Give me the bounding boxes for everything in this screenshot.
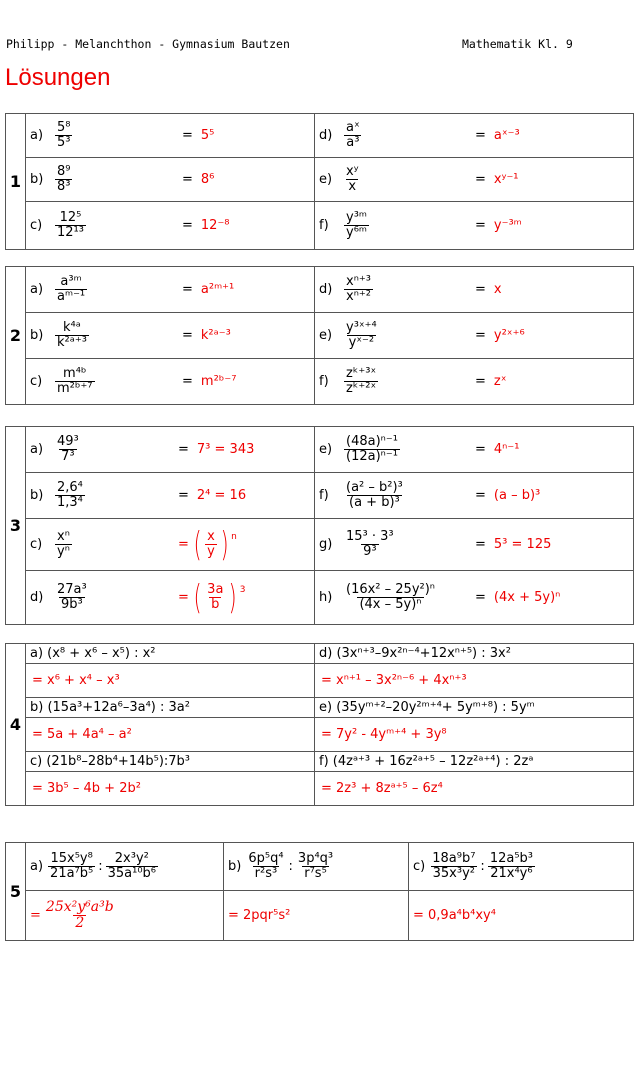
- denominator: zᵏ⁺²ˣ: [346, 381, 377, 396]
- result-cell: [409, 891, 634, 941]
- task-cell: [26, 267, 315, 313]
- result-exponent: n: [231, 531, 237, 542]
- left-paren: (: [193, 524, 202, 565]
- task-label: e): [319, 328, 333, 343]
- denominator: yˣ⁻²: [348, 335, 375, 350]
- exercise-row: [6, 718, 634, 752]
- task-label: c): [413, 859, 426, 874]
- right-paren: ): [229, 577, 238, 618]
- task-fraction: [488, 852, 535, 880]
- denominator: 2: [75, 915, 85, 931]
- equals-sign: =: [475, 328, 486, 343]
- task-cell: d) (3xⁿ⁺³–9x²ⁿ⁻⁴+12xⁿ⁺⁵) : 3x²: [315, 644, 634, 664]
- ex1-table: [5, 113, 634, 250]
- task-cell: [315, 359, 634, 405]
- numerator: 27a³: [57, 582, 87, 598]
- task-fraction: [344, 275, 373, 303]
- task-cell: [26, 158, 315, 202]
- numerator: 5⁸: [57, 120, 71, 136]
- task-label: e): [319, 442, 333, 457]
- denominator: y⁶ᵐ: [346, 225, 368, 240]
- exercise-number: 5: [6, 843, 26, 941]
- denominator: r⁷s⁵: [304, 866, 327, 881]
- numerator: 12a⁵b³: [489, 851, 533, 867]
- equals-sign: =: [475, 282, 486, 297]
- task-cell: e) (35yᵐ⁺²–20y²ᵐ⁺⁴+ 5yᵐ⁺⁸) : 5yᵐ: [315, 698, 634, 718]
- exercise-row: [6, 891, 634, 941]
- task-cell: [315, 571, 634, 625]
- exercise-row: [6, 473, 634, 519]
- task-fraction: [344, 583, 437, 611]
- result: (a – b)³: [493, 488, 541, 503]
- task-cell: [315, 473, 634, 519]
- equals-sign: =: [178, 442, 189, 457]
- denominator: a³: [346, 135, 360, 150]
- ex2-table: [5, 266, 634, 405]
- denominator: k²ᵃ⁺³: [57, 335, 87, 350]
- equals-sign: =: [182, 374, 193, 389]
- equals-sign: =: [475, 537, 486, 552]
- task-cell: [315, 313, 634, 359]
- numerator: 2x³y²: [114, 851, 149, 867]
- result-cell: [224, 891, 409, 941]
- result: zˣ: [493, 374, 507, 389]
- result-cell: = 7y² - 4yᵐ⁺⁴ + 3y⁸: [315, 718, 634, 752]
- task-fraction: [246, 852, 285, 880]
- task-cell: [26, 359, 315, 405]
- task-label: a): [30, 442, 44, 457]
- task-cell: [26, 519, 315, 571]
- result: = 2pqr⁵s²: [228, 908, 291, 923]
- equals-sign: =: [475, 374, 486, 389]
- result: 4ⁿ⁻¹: [493, 442, 520, 457]
- denominator: 35x³y²: [432, 866, 475, 881]
- left-paren: (: [193, 577, 202, 618]
- denominator: 12¹³: [57, 225, 84, 240]
- result-exponent: 3: [239, 584, 246, 595]
- task-label: h): [319, 590, 333, 605]
- task-cell: [26, 843, 224, 891]
- task-label: g): [319, 537, 333, 552]
- numerator: zᵏ⁺³ˣ: [346, 366, 377, 382]
- task-fraction: [344, 121, 362, 149]
- exercise-number: 2: [6, 267, 26, 405]
- result-cell: = 2z³ + 8zᵃ⁺⁵ – 6z⁴: [315, 772, 634, 806]
- result: 8⁶: [200, 172, 215, 187]
- numerator: m⁴ᵇ: [63, 366, 87, 382]
- task-label: b): [30, 488, 44, 503]
- result-cell: = 5a + 4a⁴ – a²: [26, 718, 315, 752]
- task-cell: [315, 202, 634, 250]
- task-cell: [315, 427, 634, 473]
- task-cell: [315, 158, 634, 202]
- task-fraction: [55, 321, 89, 349]
- division-sign: :: [98, 859, 103, 874]
- numerator: 49³: [57, 434, 79, 450]
- task-cell: [224, 843, 409, 891]
- task-fraction: [55, 121, 72, 149]
- numerator: 12⁵: [59, 210, 82, 226]
- result-fraction: [205, 530, 217, 558]
- result-cell: = x⁶ + x⁴ – x³: [26, 664, 315, 698]
- task-fraction: [55, 211, 86, 239]
- result: a²ᵐ⁺¹: [200, 282, 235, 297]
- numerator: y³ᵐ: [346, 210, 368, 226]
- numerator: k⁴ᵃ: [63, 320, 81, 336]
- exercise-row: [6, 313, 634, 359]
- exercise-number: 1: [6, 114, 26, 250]
- numerator: a³ᵐ: [60, 274, 82, 290]
- exercise-row: [6, 571, 634, 625]
- equals-sign: =: [182, 328, 193, 343]
- task-fraction: [430, 852, 477, 880]
- denominator: m²ᵇ⁺⁷: [57, 381, 93, 396]
- exercise-row: [6, 158, 634, 202]
- task-cell: [26, 473, 315, 519]
- result: 5³ = 125: [493, 537, 552, 552]
- task-label: d): [319, 128, 333, 143]
- exercise-row: [6, 752, 634, 772]
- denominator: 9³: [363, 544, 377, 559]
- exercise-row: [6, 664, 634, 698]
- numerator: xⁿ: [57, 529, 70, 545]
- task-label: c): [30, 218, 43, 233]
- denominator: aᵐ⁻¹: [57, 289, 86, 304]
- task-label: f): [319, 218, 329, 233]
- task-label: a): [30, 859, 44, 874]
- equals-sign: =: [475, 172, 486, 187]
- exercise-row: [6, 267, 634, 313]
- exercise-row: [6, 114, 634, 158]
- equals-sign: =: [178, 590, 189, 605]
- result-cell: [26, 891, 224, 941]
- denominator: (12a)ⁿ⁻¹: [346, 449, 398, 464]
- task-label: a): [30, 282, 44, 297]
- equals-sign: =: [178, 537, 189, 552]
- result: 12⁻⁸: [200, 218, 230, 233]
- right-paren: ): [220, 524, 229, 565]
- exercise-number: 4: [6, 644, 26, 806]
- equals-sign: =: [475, 442, 486, 457]
- task-label: d): [319, 282, 333, 297]
- denominator: (a + b)³: [349, 495, 400, 510]
- numerator: 25x²y⁶a³b: [45, 899, 114, 916]
- result: aˣ⁻³: [493, 128, 520, 143]
- numerator: (16x² – 25y²)ⁿ: [346, 582, 435, 598]
- task-fraction: [344, 530, 396, 558]
- denominator: 5³: [57, 135, 71, 150]
- task-cell: [315, 267, 634, 313]
- result-cell: = xⁿ⁺¹ – 3x²ⁿ⁻⁶ + 4xⁿ⁺³: [315, 664, 634, 698]
- task-fraction: [55, 530, 72, 558]
- equals-sign: =: [30, 908, 41, 923]
- task-fraction: [344, 435, 400, 463]
- equals-sign: =: [475, 128, 486, 143]
- task-cell: [26, 571, 315, 625]
- denominator: 9b³: [61, 597, 83, 612]
- task-fraction: [106, 852, 158, 880]
- task-label: c): [30, 537, 43, 552]
- result: 2⁴ = 16: [196, 488, 247, 503]
- numerator: 18a⁹b⁷: [432, 851, 476, 867]
- exercise-row: [6, 843, 634, 891]
- result: = 0,9a⁴b⁴xy⁴: [413, 908, 496, 923]
- task-label: f): [319, 374, 329, 389]
- header-school: Philipp - Melanchthon - Gymnasium Bautzen: [6, 37, 290, 51]
- division-sign: :: [480, 859, 485, 874]
- equals-sign: =: [182, 282, 193, 297]
- numerator: 3p⁴q³: [297, 851, 334, 867]
- task-cell: c) (21b⁸–28b⁴+14b⁵):7b³: [26, 752, 315, 772]
- task-cell: [315, 114, 634, 158]
- task-label: b): [30, 328, 44, 343]
- numerator: 8⁹: [57, 164, 71, 180]
- result: y⁻³ᵐ: [493, 218, 522, 233]
- result: (4x + 5y)ⁿ: [493, 590, 561, 605]
- task-label: e): [319, 172, 333, 187]
- division-sign: :: [288, 859, 293, 874]
- task-cell: [26, 202, 315, 250]
- exercise-row: [6, 772, 634, 806]
- result-parenthesized-fraction: [191, 577, 246, 618]
- task-fraction: [344, 367, 378, 395]
- denominator: xⁿ⁺²: [346, 289, 371, 304]
- ex4-table: [5, 643, 634, 806]
- numerator: x: [207, 529, 215, 545]
- task-label: f): [319, 488, 329, 503]
- result-fraction: [205, 583, 225, 611]
- denominator: b: [211, 597, 220, 612]
- numerator: (a² – b²)³: [346, 480, 403, 496]
- task-fraction: [55, 275, 87, 303]
- task-label: d): [30, 590, 44, 605]
- numerator: 3a: [207, 582, 224, 598]
- numerator: 15x⁵y⁸: [50, 851, 93, 867]
- header-subject: Mathematik Kl. 9: [462, 37, 573, 51]
- task-fraction: [55, 583, 89, 611]
- task-fraction: [344, 165, 361, 193]
- denominator: y: [207, 544, 215, 559]
- result: m²ᵇ⁻⁷: [200, 374, 237, 389]
- denominator: x: [348, 179, 357, 194]
- result: k²ᵃ⁻³: [200, 328, 231, 343]
- numerator: 2,6⁴: [57, 480, 83, 496]
- denominator: (4x – 5y)ⁿ: [359, 597, 422, 612]
- exercise-number: 3: [6, 427, 26, 625]
- equals-sign: =: [182, 218, 193, 233]
- equals-sign: =: [475, 488, 486, 503]
- exercise-row: [6, 644, 634, 664]
- task-fraction: [55, 367, 95, 395]
- exercise-row: [6, 519, 634, 571]
- equals-sign: =: [475, 590, 486, 605]
- equals-sign: =: [182, 128, 193, 143]
- task-label: b): [228, 859, 242, 874]
- task-fraction: [55, 435, 81, 463]
- denominator: 21x⁴y⁶: [490, 866, 533, 881]
- denominator: r²s³: [254, 866, 278, 881]
- task-cell: [26, 114, 315, 158]
- task-cell: [315, 519, 634, 571]
- page-title: Lösungen: [5, 64, 111, 91]
- denominator: 1,3⁴: [57, 495, 83, 510]
- task-cell: a) (x⁸ + x⁶ – x⁵) : x²: [26, 644, 315, 664]
- task-cell: [26, 427, 315, 473]
- exercise-row: [6, 427, 634, 473]
- task-cell: [26, 313, 315, 359]
- numerator: xⁿ⁺³: [346, 274, 371, 290]
- numerator: y³ˣ⁺⁴: [346, 320, 377, 336]
- task-cell: b) (15a³+12a⁶–3a⁴) : 3a²: [26, 698, 315, 718]
- numerator: 6p⁵q⁴: [248, 851, 284, 867]
- task-fraction: [55, 165, 72, 193]
- denominator: 35a¹⁰b⁶: [107, 866, 157, 881]
- equals-sign: =: [475, 218, 486, 233]
- result-parenthesized-fraction: [191, 524, 237, 565]
- result: x: [493, 282, 502, 297]
- task-label: c): [30, 374, 43, 389]
- result-fraction: [44, 900, 116, 930]
- numerator: xʸ: [346, 164, 359, 180]
- numerator: (48a)ⁿ⁻¹: [346, 434, 398, 450]
- task-fraction: [344, 211, 369, 239]
- numerator: aˣ: [346, 120, 360, 136]
- ex5-table: [5, 842, 634, 941]
- equals-sign: =: [178, 488, 189, 503]
- task-label: b): [30, 172, 44, 187]
- ex3-table: [5, 426, 634, 625]
- numerator: 15³ · 3³: [346, 529, 394, 545]
- exercise-row: [6, 359, 634, 405]
- result: 5⁵: [200, 128, 215, 143]
- exercise-row: [6, 698, 634, 718]
- denominator: 7³: [61, 449, 75, 464]
- result: 7³ = 343: [196, 442, 255, 457]
- denominator: 8³: [57, 179, 71, 194]
- task-label: a): [30, 128, 44, 143]
- task-fraction: [55, 481, 85, 509]
- task-cell: [409, 843, 634, 891]
- result: xʸ⁻¹: [493, 172, 519, 187]
- task-fraction: [344, 321, 379, 349]
- denominator: yⁿ: [57, 544, 70, 559]
- equals-sign: =: [182, 172, 193, 187]
- task-fraction: [344, 481, 405, 509]
- task-fraction: [48, 852, 95, 880]
- result: y²ˣ⁺⁶: [493, 328, 525, 343]
- exercise-row: [6, 202, 634, 250]
- denominator: 21a⁷b⁵: [50, 866, 94, 881]
- result-cell: = 3b⁵ – 4b + 2b²: [26, 772, 315, 806]
- task-cell: f) (4zᵃ⁺³ + 16z²ᵃ⁺⁵ – 12z²ᵃ⁺⁴) : 2zᵃ: [315, 752, 634, 772]
- task-fraction: [296, 852, 335, 880]
